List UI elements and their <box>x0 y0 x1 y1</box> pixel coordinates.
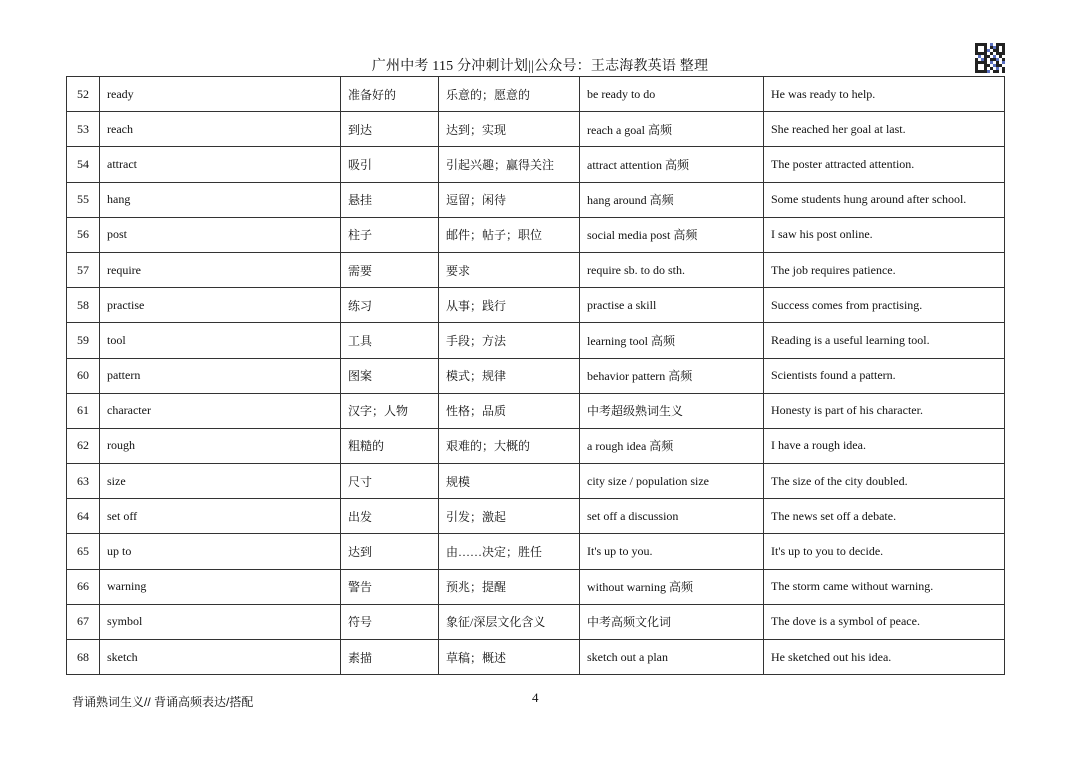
word-cell: pattern <box>100 358 341 393</box>
basic-meaning-cell: 符号 <box>341 604 439 639</box>
basic-meaning-cell: 吸引 <box>341 147 439 182</box>
word-cell: character <box>100 393 341 428</box>
word-cell: warning <box>100 569 341 604</box>
page-number: 4 <box>532 690 539 705</box>
row-number: 67 <box>67 604 100 639</box>
row-number: 68 <box>67 640 100 675</box>
example-sentence-cell: Some students hung around after school. <box>764 182 1005 217</box>
word-cell: symbol <box>100 604 341 639</box>
table-row <box>67 323 1005 358</box>
table-row <box>67 182 1005 217</box>
row-number: 60 <box>67 358 100 393</box>
basic-meaning-cell: 达到 <box>341 534 439 569</box>
table-row <box>67 393 1005 428</box>
new-meaning-cell: 模式；规律 <box>439 358 580 393</box>
phrase-cell: learning tool 高频 <box>580 323 764 358</box>
table-row <box>67 534 1005 569</box>
phrase-cell: sketch out a plan <box>580 640 764 675</box>
word-cell: sketch <box>100 640 341 675</box>
example-sentence-cell: The dove is a symbol of peace. <box>764 604 1005 639</box>
page-header-title: 广州中考 115 分冲刺计划||公众号：王志海教英语 整理 <box>371 59 709 74</box>
table-row <box>67 464 1005 499</box>
new-meaning-cell: 手段；方法 <box>439 323 580 358</box>
example-sentence-cell: The size of the city doubled. <box>764 464 1005 499</box>
basic-meaning-cell: 尺寸 <box>341 464 439 499</box>
phrase-cell: behavior pattern 高频 <box>580 358 764 393</box>
word-cell: rough <box>100 428 341 463</box>
basic-meaning-cell: 工具 <box>341 323 439 358</box>
basic-meaning-cell: 悬挂 <box>341 182 439 217</box>
new-meaning-cell: 逗留；闲待 <box>439 182 580 217</box>
example-sentence-cell: Honesty is part of his character. <box>764 393 1005 428</box>
word-cell: set off <box>100 499 341 534</box>
example-sentence-cell: Scientists found a pattern. <box>764 358 1005 393</box>
vocabulary-table <box>66 76 1005 675</box>
new-meaning-cell: 艰难的；大概的 <box>439 428 580 463</box>
new-meaning-cell: 预兆；提醒 <box>439 569 580 604</box>
table-row <box>67 252 1005 287</box>
new-meaning-cell: 引起兴趣；赢得关注 <box>439 147 580 182</box>
row-number: 65 <box>67 534 100 569</box>
basic-meaning-cell: 出发 <box>341 499 439 534</box>
word-cell: size <box>100 464 341 499</box>
phrase-cell: city size / population size <box>580 464 764 499</box>
new-meaning-cell: 达到；实现 <box>439 112 580 147</box>
row-number: 66 <box>67 569 100 604</box>
row-number: 52 <box>67 77 100 112</box>
new-meaning-cell: 从事；践行 <box>439 288 580 323</box>
example-sentence-cell: Success comes from practising. <box>764 288 1005 323</box>
basic-meaning-cell: 汉字；人物 <box>341 393 439 428</box>
new-meaning-cell: 邮件；帖子；职位 <box>439 217 580 252</box>
phrase-cell: a rough idea 高频 <box>580 428 764 463</box>
phrase-cell: attract attention 高频 <box>580 147 764 182</box>
qr-code-icon <box>975 43 1005 73</box>
phrase-cell: without warning 高频 <box>580 569 764 604</box>
phrase-cell: set off a discussion <box>580 499 764 534</box>
example-sentence-cell: She reached her goal at last. <box>764 112 1005 147</box>
row-number: 63 <box>67 464 100 499</box>
example-sentence-cell: The job requires patience. <box>764 252 1005 287</box>
word-cell: reach <box>100 112 341 147</box>
example-sentence-cell: I have a rough idea. <box>764 428 1005 463</box>
row-number: 57 <box>67 252 100 287</box>
table-row <box>67 288 1005 323</box>
row-number: 64 <box>67 499 100 534</box>
footer-note: 背诵熟词生义// 背诵高频表达/搭配 <box>72 695 254 709</box>
word-cell: up to <box>100 534 341 569</box>
new-meaning-cell: 草稿；概述 <box>439 640 580 675</box>
example-sentence-cell: The news set off a debate. <box>764 499 1005 534</box>
row-number: 61 <box>67 393 100 428</box>
basic-meaning-cell: 到达 <box>341 112 439 147</box>
example-sentence-cell: I saw his post online. <box>764 217 1005 252</box>
new-meaning-cell: 由……决定；胜任 <box>439 534 580 569</box>
basic-meaning-cell: 图案 <box>341 358 439 393</box>
phrase-cell: reach a goal 高频 <box>580 112 764 147</box>
row-number: 62 <box>67 428 100 463</box>
table-row <box>67 569 1005 604</box>
row-number: 54 <box>67 147 100 182</box>
table-row <box>67 77 1005 112</box>
word-cell: ready <box>100 77 341 112</box>
table-row <box>67 604 1005 639</box>
word-cell: post <box>100 217 341 252</box>
table-row <box>67 217 1005 252</box>
table-row <box>67 428 1005 463</box>
basic-meaning-cell: 警告 <box>341 569 439 604</box>
phrase-cell: be ready to do <box>580 77 764 112</box>
basic-meaning-cell: 需要 <box>341 252 439 287</box>
basic-meaning-cell: 素描 <box>341 640 439 675</box>
example-sentence-cell: The poster attracted attention. <box>764 147 1005 182</box>
word-cell: require <box>100 252 341 287</box>
basic-meaning-cell: 准备好的 <box>341 77 439 112</box>
basic-meaning-cell: 柱子 <box>341 217 439 252</box>
example-sentence-cell: He sketched out his idea. <box>764 640 1005 675</box>
word-cell: hang <box>100 182 341 217</box>
row-number: 55 <box>67 182 100 217</box>
example-sentence-cell: Reading is a useful learning tool. <box>764 323 1005 358</box>
word-cell: practise <box>100 288 341 323</box>
phrase-cell: 中考高频文化词 <box>580 604 764 639</box>
example-sentence-cell: It's up to you to decide. <box>764 534 1005 569</box>
phrase-cell: It's up to you. <box>580 534 764 569</box>
new-meaning-cell: 象征/深层文化含义 <box>439 604 580 639</box>
new-meaning-cell: 规模 <box>439 464 580 499</box>
word-cell: attract <box>100 147 341 182</box>
phrase-cell: hang around 高频 <box>580 182 764 217</box>
basic-meaning-cell: 练习 <box>341 288 439 323</box>
example-sentence-cell: He was ready to help. <box>764 77 1005 112</box>
row-number: 59 <box>67 323 100 358</box>
table-row <box>67 112 1005 147</box>
new-meaning-cell: 性格；品质 <box>439 393 580 428</box>
table-row <box>67 499 1005 534</box>
example-sentence-cell: The storm came without warning. <box>764 569 1005 604</box>
new-meaning-cell: 乐意的；愿意的 <box>439 77 580 112</box>
phrase-cell: 中考超级熟词生义 <box>580 393 764 428</box>
table-row <box>67 147 1005 182</box>
new-meaning-cell: 引发；激起 <box>439 499 580 534</box>
table-row <box>67 640 1005 675</box>
phrase-cell: social media post 高频 <box>580 217 764 252</box>
row-number: 58 <box>67 288 100 323</box>
new-meaning-cell: 要求 <box>439 252 580 287</box>
row-number: 53 <box>67 112 100 147</box>
word-cell: tool <box>100 323 341 358</box>
basic-meaning-cell: 粗糙的 <box>341 428 439 463</box>
phrase-cell: require sb. to do sth. <box>580 252 764 287</box>
phrase-cell: practise a skill <box>580 288 764 323</box>
row-number: 56 <box>67 217 100 252</box>
table-row <box>67 358 1005 393</box>
